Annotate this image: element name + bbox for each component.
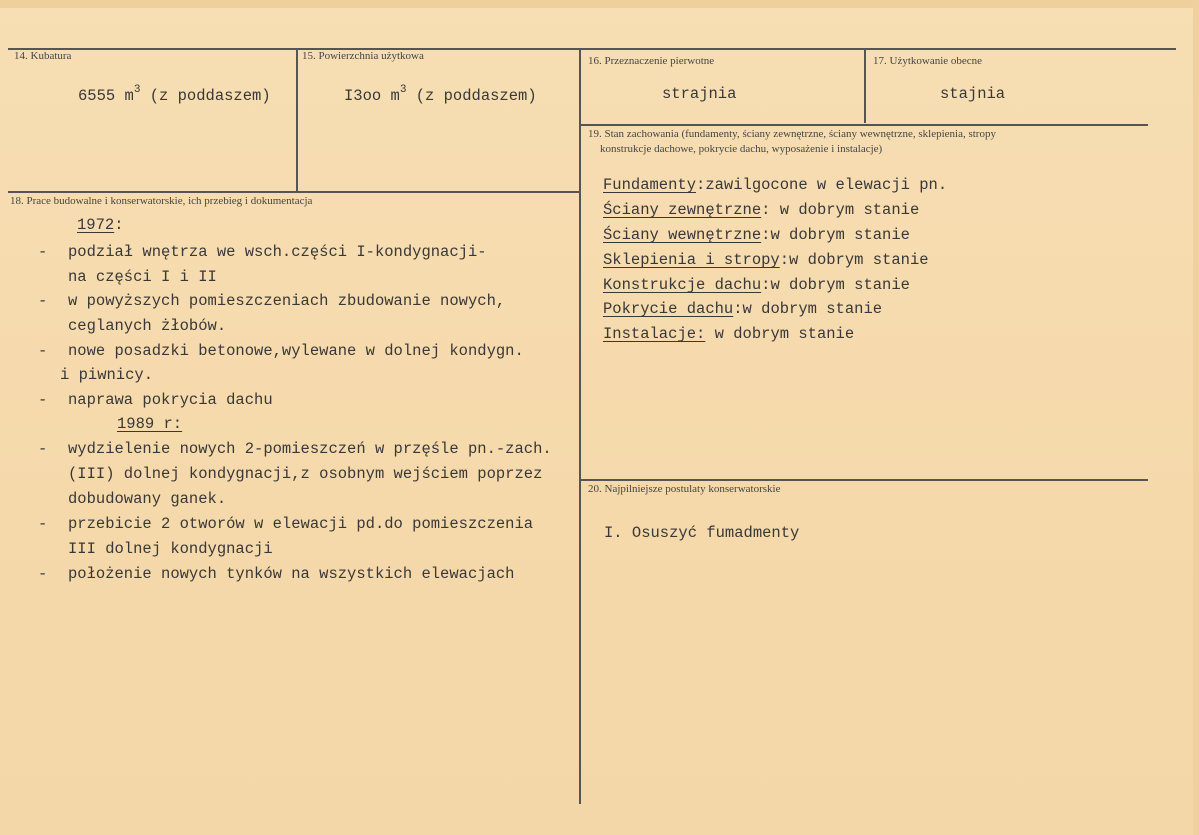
condition-key: Sklepienia i stropy [603,251,780,269]
rule-below-16-17 [580,124,1148,126]
condition-value: w dobrym stanie [705,325,855,343]
year-1972-text: 1972 [77,216,115,234]
bullet-dash: - [38,565,48,583]
condition-value: : w dobrym stanie [761,201,920,219]
work-line: naprawa pokrycia dachu [68,391,273,409]
condition-value: :w dobrym stanie [761,226,910,244]
card-top-edge [0,0,1199,8]
field-15-value [344,80,537,109]
bullet-dash: - [38,243,48,261]
year-1972-colon: : [114,216,124,234]
field-20-label: 20. Najpilniejsze postulaty konserwatorskie [588,483,781,495]
condition-value: :zawilgocone w elewacji pn. [696,176,948,194]
bullet-dash: - [38,515,48,533]
bullet-dash: - [38,440,48,458]
rule-below-14-15 [8,191,580,193]
condition-item [603,297,882,322]
field-16-label: 16. Przeznaczenie pierwotne [588,55,715,67]
work-line: na części I i II [68,268,217,286]
field-20-value: I. Osuszyć fumadmenty [604,524,800,542]
field-15-suffix: (z poddaszem) [406,87,537,106]
field-17-label: 17. Użytkowanie obecne [873,55,983,67]
field-19-label-cont: konstrukcje dachowe, pokrycie dachu, wyposażenie i instalacje) [600,143,883,155]
field-14-exponent: 3 [133,84,141,96]
year-1972 [77,213,124,238]
year-1989: 1989 r: [117,415,183,433]
field-14-value [78,80,271,109]
field-14-label: 14. Kubatura [14,50,72,62]
field-15-exponent: 3 [399,84,407,96]
work-line: dobudowany ganek. [68,490,227,508]
field-17-value: stajnia [940,85,1006,103]
card-right-edge [1193,0,1199,835]
condition-item [603,198,919,223]
field-16-value: strajnia [662,85,737,103]
work-line: ceglanych żłobów. [68,317,227,335]
condition-item [603,322,854,347]
work-line: w powyższych pomieszczeniach zbudowanie nowych, [68,292,506,310]
field-18-label: 18. Prace budowalne i konserwatorskie, ich przebieg i dokumentacja [10,195,313,207]
rule-above-20 [580,479,1148,481]
divider-main [579,48,581,804]
condition-value: :w dobrym stanie [761,276,910,294]
condition-key: Fundamenty [603,176,697,194]
work-line: i piwnicy. [60,366,154,384]
work-line: (III) dolnej kondygnacji,z osobnym wejściem poprzez [68,465,543,483]
condition-key: Konstrukcje dachu [603,276,762,294]
work-line: położenie nowych tynków na wszystkich elewacjach [68,565,515,583]
condition-value: :w dobrym stanie [779,251,929,269]
condition-item [603,248,929,273]
bullet-dash: - [38,292,48,310]
work-line: podział wnętrza we wsch.części I-kondygnacji- [68,243,487,261]
condition-item [603,173,947,198]
field-19-label: 19. Stan zachowania (fundamenty, ściany zewnętrzne, ściany wewnętrzne, sklepienia, stropy [588,128,996,140]
work-line: wydzielenie nowych 2-pomieszczeń w przęśle pn.-zach. [68,440,552,458]
condition-key: Ściany zewnętrzne [603,201,762,219]
top-rule [8,48,1176,50]
condition-item [603,223,910,248]
bullet-dash: - [38,342,48,360]
work-line: nowe posadzki betonowe,wylewane w dolnej kondygn. [68,342,524,360]
divider-14-15 [296,48,298,191]
field-15-number: I3oo m [344,87,400,106]
field-14-suffix: (z poddaszem) [140,87,271,106]
condition-key: Instalacje: [603,325,706,343]
condition-item [603,273,910,298]
field-14-number: 6555 m [78,87,134,106]
work-line: III dolnej kondygnacji [68,540,273,558]
divider-16-17 [864,48,866,123]
condition-value: :w dobrym stanie [733,300,883,318]
bullet-dash: - [38,391,48,409]
field-15-label: 15. Powierzchnia użytkowa [302,50,424,62]
condition-key: Ściany wewnętrzne [603,226,762,244]
condition-key: Pokrycie dachu [603,300,734,318]
work-line: przebicie 2 otworów w elewacji pd.do pomieszczenia [68,515,534,533]
